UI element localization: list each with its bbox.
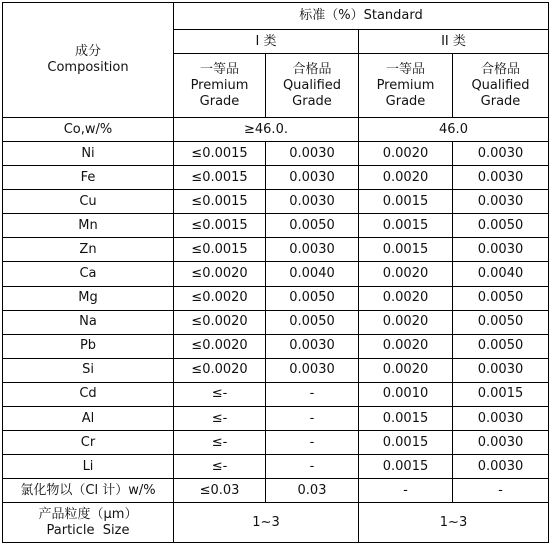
- element-value: -: [266, 382, 359, 406]
- element-name: Mn: [3, 214, 174, 238]
- element-value: 0.0015: [453, 382, 549, 406]
- element-value: 0.0010: [359, 382, 453, 406]
- element-value: 0.0050: [453, 214, 549, 238]
- class-1-qualified-header: [266, 54, 359, 118]
- element-value: 0.0030: [266, 238, 359, 262]
- element-name: Fe: [3, 166, 174, 190]
- element-name: Ni: [3, 142, 174, 166]
- element-value: ≤0.0020: [174, 262, 266, 286]
- element-row: [3, 166, 549, 190]
- composition-label-cn: 成分: [74, 44, 101, 59]
- element-value: ≤0.0020: [174, 286, 266, 310]
- premium-label-en1: Premium: [190, 77, 249, 93]
- element-row: [3, 262, 549, 286]
- element-value: ≤0.0015: [174, 166, 266, 190]
- element-value: 0.0020: [359, 358, 453, 382]
- element-value: 0.0050: [453, 334, 549, 358]
- cobalt-content-row: [3, 118, 549, 142]
- chloride-row: [3, 479, 549, 503]
- element-value: 0.0015: [359, 407, 453, 431]
- element-row: [3, 358, 549, 382]
- chloride-label: 氯化物以（Cl 计）w/%: [3, 479, 174, 503]
- premium-label-cn: 一等品: [385, 61, 425, 77]
- element-value: 0.0030: [453, 142, 549, 166]
- element-name: Cd: [3, 382, 174, 406]
- particle-size-row: [3, 503, 549, 543]
- element-value: 0.0015: [359, 455, 453, 479]
- element-value: ≤-: [174, 407, 266, 431]
- element-value: ≤0.0020: [174, 310, 266, 334]
- element-value: ≤0.0015: [174, 190, 266, 214]
- element-name: Si: [3, 358, 174, 382]
- element-value: 0.0040: [266, 262, 359, 286]
- element-value: 0.0030: [266, 166, 359, 190]
- element-value: 0.0015: [359, 190, 453, 214]
- element-value: 0.0030: [266, 190, 359, 214]
- element-name: Al: [3, 407, 174, 431]
- element-row: [3, 142, 549, 166]
- element-value: 0.0015: [359, 431, 453, 455]
- element-value: 0.0050: [266, 286, 359, 310]
- element-name: Zn: [3, 238, 174, 262]
- element-row: [3, 238, 549, 262]
- element-row: [3, 334, 549, 358]
- element-row: [3, 214, 549, 238]
- element-value: 0.0020: [359, 166, 453, 190]
- element-name: Li: [3, 455, 174, 479]
- element-name: Na: [3, 310, 174, 334]
- element-value: ≤-: [174, 455, 266, 479]
- element-value: 0.0020: [359, 310, 453, 334]
- element-value: 0.0030: [453, 431, 549, 455]
- element-value: ≤0.0015: [174, 142, 266, 166]
- particle-size-label-cn: 产品粒度（μm）: [38, 506, 138, 522]
- premium-label-en1: Premium: [376, 77, 435, 93]
- element-value: ≤0.0015: [174, 238, 266, 262]
- qualified-label-en1: Qualified: [282, 77, 342, 93]
- element-row: [3, 286, 549, 310]
- element-value: ≤0.0015: [174, 214, 266, 238]
- premium-label-en2: Grade: [385, 93, 426, 109]
- composition-standard-table: [2, 2, 549, 543]
- cobalt-class-1-value: ≥46.0.: [174, 118, 359, 142]
- element-name: Cu: [3, 190, 174, 214]
- class-1-header: I 类: [174, 30, 359, 54]
- chloride-value: 0.03: [266, 479, 359, 503]
- particle-size-label: [3, 503, 174, 543]
- element-value: 0.0015: [359, 214, 453, 238]
- element-row: [3, 431, 549, 455]
- standard-header: 标准（%）Standard: [174, 3, 549, 30]
- element-name: Ca: [3, 262, 174, 286]
- composition-label-en: Composition: [47, 60, 129, 75]
- header-row-standard: [3, 3, 549, 30]
- qualified-label-en1: Qualified: [471, 77, 530, 93]
- element-value: 0.0050: [266, 214, 359, 238]
- class-2-header: II 类: [359, 30, 549, 54]
- element-row: [3, 407, 549, 431]
- particle-size-class-2-value: 1~3: [359, 503, 549, 543]
- chloride-value: -: [453, 479, 549, 503]
- class-2-qualified-header: [453, 54, 549, 118]
- qualified-label-cn: 合格品: [480, 61, 520, 77]
- element-value: 0.0030: [266, 334, 359, 358]
- qualified-label-en2: Grade: [292, 93, 332, 109]
- element-row: [3, 382, 549, 406]
- element-value: ≤0.0020: [174, 334, 266, 358]
- particle-size-label-en: Particle Size: [46, 522, 130, 538]
- qualified-label-en2: Grade: [480, 93, 521, 109]
- element-value: 0.0030: [453, 455, 549, 479]
- premium-label-cn: 一等品: [199, 61, 239, 77]
- element-value: ≤-: [174, 382, 266, 406]
- element-value: 0.0030: [453, 190, 549, 214]
- particle-size-class-1-value: 1~3: [174, 503, 359, 543]
- element-value: ≤0.0020: [174, 358, 266, 382]
- composition-header: [3, 3, 174, 118]
- element-name: Cr: [3, 431, 174, 455]
- class-2-premium-header: [359, 54, 453, 118]
- element-value: 0.0030: [453, 358, 549, 382]
- element-value: 0.0030: [453, 407, 549, 431]
- element-value: -: [266, 407, 359, 431]
- premium-label-en2: Grade: [199, 93, 240, 109]
- element-value: 0.0050: [453, 286, 549, 310]
- element-name: Pb: [3, 334, 174, 358]
- chloride-value: -: [359, 479, 453, 503]
- class-1-premium-header: [174, 54, 266, 118]
- element-value: 0.0050: [266, 310, 359, 334]
- element-value: 0.0015: [359, 238, 453, 262]
- element-value: 0.0020: [359, 334, 453, 358]
- cobalt-class-2-value: 46.0: [359, 118, 549, 142]
- element-value: ≤-: [174, 431, 266, 455]
- element-value: 0.0030: [453, 166, 549, 190]
- qualified-label-cn: 合格品: [292, 61, 332, 77]
- element-row: [3, 190, 549, 214]
- element-value: 0.0040: [453, 262, 549, 286]
- element-row: [3, 455, 549, 479]
- element-value: 0.0050: [453, 310, 549, 334]
- cobalt-label: Co,w/%: [3, 118, 174, 142]
- element-value: 0.0020: [359, 286, 453, 310]
- element-value: 0.0020: [359, 142, 453, 166]
- element-value: 0.0020: [359, 262, 453, 286]
- element-row: [3, 310, 549, 334]
- element-value: 0.0030: [266, 358, 359, 382]
- element-value: -: [266, 431, 359, 455]
- element-value: 0.0030: [266, 142, 359, 166]
- element-name: Mg: [3, 286, 174, 310]
- element-value: -: [266, 455, 359, 479]
- chloride-value: ≤0.03: [174, 479, 266, 503]
- element-value: 0.0030: [453, 238, 549, 262]
